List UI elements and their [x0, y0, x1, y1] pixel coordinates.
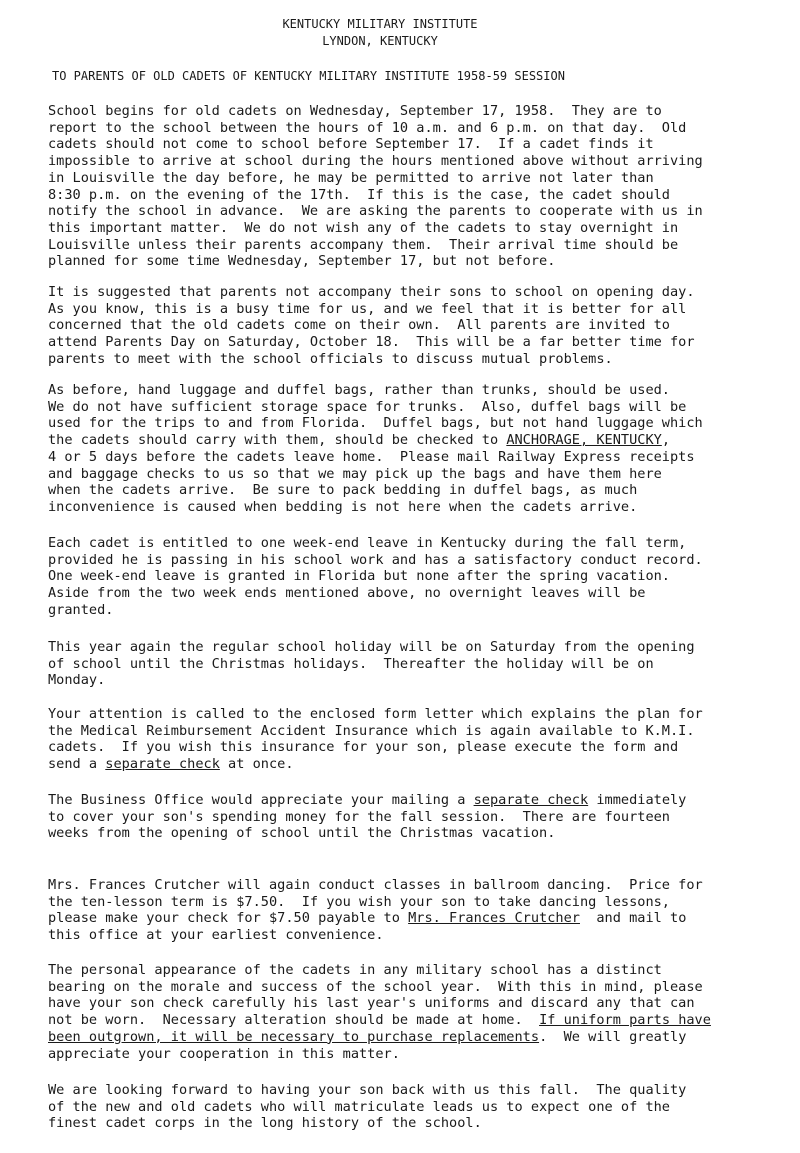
text-segment: send a: [48, 756, 106, 773]
text-line: Your attention is called to the enclosed form letter which explains the plan for: [48, 706, 703, 722]
text-segment: ,: [661, 432, 670, 449]
text-segment: at once.: [219, 756, 294, 773]
text-segment: The Business Office would appreciate your mailing a: [48, 792, 474, 808]
letterhead: [0, 16, 760, 50]
text-segment: the cadets should carry with them, should be checked to: [48, 432, 507, 449]
paragraph-business-office: [48, 792, 768, 842]
underlined-separate-check: separate check: [473, 792, 589, 808]
text-line: School begins for old cadets on Wednesday, September 17, 1958. They are to: [48, 103, 662, 119]
paragraph-dancing: [48, 877, 768, 944]
text-line: the Medical Reimbursement Accident Insurance which is again available to K.M.I.: [48, 722, 695, 739]
text-line: the ten-lesson term is $7.50. If you wish your son to take dancing lessons,: [48, 893, 670, 910]
text-line: of school until the Christmas holidays. Thereafter the holiday will be on: [48, 655, 654, 672]
text-line: [48, 1012, 768, 1029]
text-line: 4 or 5 days before the cadets leave home. Please mail Railway Express receipts: [48, 448, 695, 465]
paragraph-closing: [48, 1082, 768, 1132]
text-line: inconvenience is caused when bedding is not here when the cadets arrive.: [48, 498, 638, 515]
underlined-destination: ANCHORAGE, KENTUCKY: [506, 432, 662, 449]
text-line: As you know, this is a busy time for us, and we feel that it is better for all: [48, 300, 687, 317]
text-line: of the new and old cadets who will matriculate leads us to expect one of the: [48, 1098, 670, 1115]
text-segment: not be worn. Necessary alteration should be made at home.: [48, 1012, 540, 1029]
text-segment: . We will greatly: [539, 1028, 687, 1045]
underlined-warning: If uniform parts have: [539, 1012, 711, 1029]
text-line: It is suggested that parents not accompany their sons to school on opening day.: [48, 284, 695, 300]
text-line: have your son check carefully his last year's uniforms and discard any that can: [48, 995, 695, 1012]
text-line: cadets. If you wish this insurance for your son, please execute the form and: [48, 739, 679, 756]
text-line: This year again the regular school holiday will be on Saturday from the opening: [48, 639, 695, 655]
text-line: granted.: [48, 601, 114, 618]
text-line: this office at your earliest convenience.: [48, 927, 384, 944]
text-segment: immediately: [588, 792, 687, 808]
text-line: [48, 792, 768, 809]
paragraph-insurance: [48, 706, 768, 773]
text-line: [48, 432, 768, 449]
text-line: We are looking forward to having your son back with us this fall. The quality: [48, 1082, 687, 1098]
text-line: appreciate your cooperation in this matter.: [48, 1045, 400, 1062]
text-segment: please make your check for $7.50 payable to: [48, 910, 409, 927]
text-line: when the cadets arrive. Be sure to pack bedding in duffel bags, as much: [48, 482, 638, 499]
paragraph-school-begins: [48, 103, 768, 270]
text-line: Each cadet is entitled to one week-end leave in Kentucky during the fall term,: [48, 535, 687, 551]
text-line: 8:30 p.m. on the evening of the 17th. If this is the case, the cadet should: [48, 186, 670, 203]
underlined-payee: Mrs. Frances Crutcher: [408, 910, 580, 927]
text-line: in Louisville the day before, he may be permitted to arrive not later than: [48, 169, 654, 186]
underlined-separate-check: separate check: [105, 756, 220, 773]
text-line: report to the school between the hours of 10 a.m. and 6 p.m. on that day. Old: [48, 119, 687, 136]
text-line: Monday.: [48, 672, 106, 689]
text-line: One week-end leave is granted in Florida but none after the spring vacation.: [48, 568, 670, 585]
text-line: attend Parents Day on Saturday, October 18. This will be a far better time for: [48, 334, 695, 351]
paragraph-uniforms: [48, 962, 768, 1062]
text-line: bearing on the morale and success of the school year. With this in mind, please: [48, 978, 703, 995]
institution-location: LYNDON, KENTUCKY: [322, 34, 438, 48]
paragraph-leave: [48, 535, 768, 619]
text-line: this important matter. We do not wish any of the cadets to stay overnight in: [48, 219, 679, 236]
text-line: parents to meet with the school officials to discuss mutual problems.: [48, 350, 613, 367]
text-line: weeks from the opening of school until the Christmas vacation.: [48, 825, 556, 842]
underlined-warning: been outgrown, it will be necessary to purchase replacements: [48, 1028, 540, 1045]
text-line: planned for some time Wednesday, September 17, but not before.: [48, 253, 556, 270]
text-line: provided he is passing in his school work and has a satisfactory conduct record.: [48, 551, 703, 568]
text-line: cadets should not come to school before September 17. If a cadet finds it: [48, 136, 654, 153]
text-line: [48, 1029, 768, 1046]
text-line: Louisville unless their parents accompany them. Their arrival time should be: [48, 236, 679, 253]
text-line: impossible to arrive at school during the hours mentioned above without arriving: [48, 153, 703, 170]
text-line: We do not have sufficient storage space for trunks. Also, duffel bags will be: [48, 398, 687, 415]
text-line: Aside from the two week ends mentioned above, no overnight leaves will be: [48, 585, 646, 602]
text-line: to cover your son's spending money for the fall session. There are fourteen: [48, 808, 670, 825]
text-line: [48, 756, 768, 773]
text-line: and baggage checks to us so that we may pick up the bags and have them here: [48, 465, 662, 482]
text-segment: and mail to: [579, 910, 687, 927]
paragraph-holiday: [48, 639, 768, 689]
text-line: The personal appearance of the cadets in any military school has a distinct: [48, 962, 662, 978]
text-line: [48, 910, 768, 927]
text-line: notify the school in advance. We are asking the parents to cooperate with us in: [48, 203, 703, 220]
text-line: finest cadet corps in the long history of the school.: [48, 1115, 482, 1132]
institution-name: KENTUCKY MILITARY INSTITUTE: [282, 17, 478, 31]
addressee-line: TO PARENTS OF OLD CADETS OF KENTUCKY MILITARY INSTITUTE 1958-59 SESSION: [52, 69, 565, 83]
text-line: Mrs. Frances Crutcher will again conduct classes in ballroom dancing. Price for: [48, 877, 703, 893]
text-line: used for the trips to and from Florida. Duffel bags, but not hand luggage which: [48, 415, 703, 432]
text-line: concerned that the old cadets come on their own. All parents are invited to: [48, 317, 670, 334]
text-line: As before, hand luggage and duffel bags, rather than trunks, should be used.: [48, 382, 670, 398]
paragraph-opening-day: [48, 284, 768, 368]
paragraph-luggage: [48, 382, 768, 516]
